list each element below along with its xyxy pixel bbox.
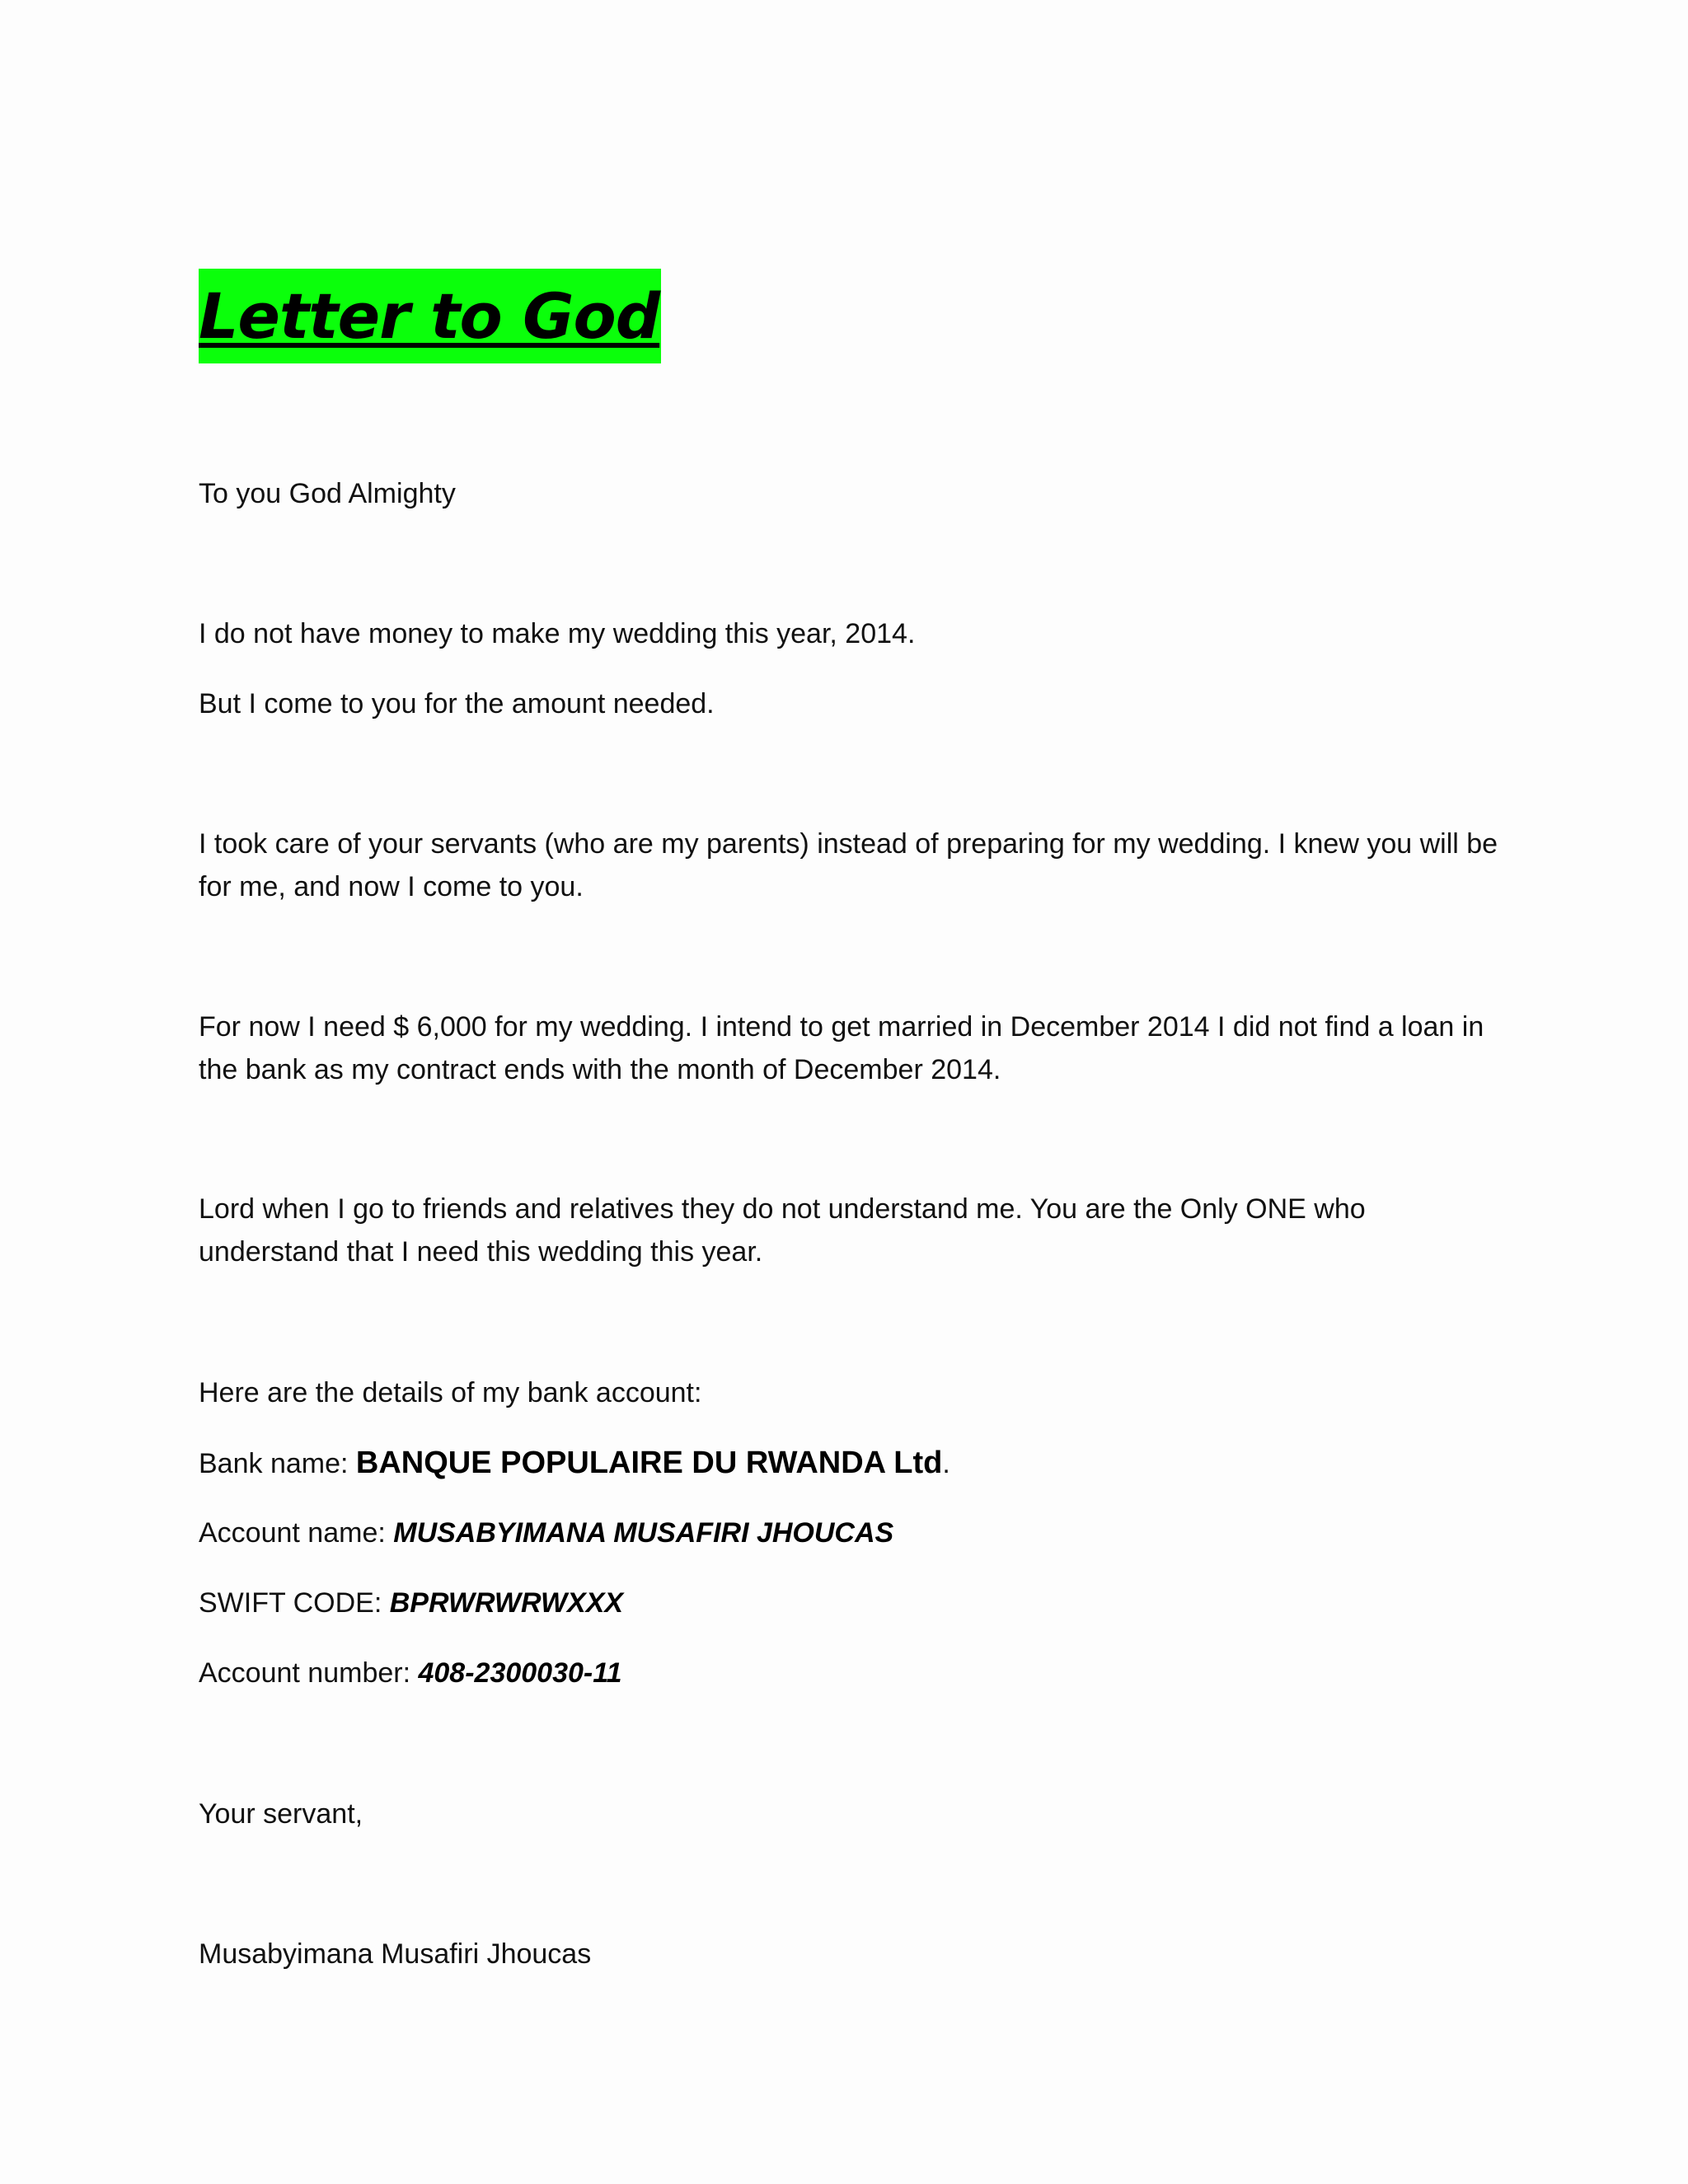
paragraph-4: Lord when I go to friends and relatives they do not understand me. You are the Only ONE who understand that I need this wedding this year. <box>199 1193 1366 1268</box>
account-number-line <box>199 1652 622 1694</box>
swift-code-value: BPRWRWRWXXX <box>389 1587 624 1619</box>
bank-intro: Here are the details of my bank account: <box>199 1377 702 1408</box>
title-highlight <box>199 269 661 363</box>
letter-title: Letter to God <box>199 279 660 353</box>
bank-name-line <box>199 1441 950 1485</box>
account-name-label: Account name: <box>199 1517 394 1549</box>
salutation: To you God Almighty <box>199 478 456 509</box>
bank-name-suffix: . <box>942 1448 950 1479</box>
paragraph-2: I took care of your servants (who are my parents) instead of preparing for my wedding. I knew you will be for me, and now I come to you. <box>199 828 1498 902</box>
account-number-value: 408-2300030-11 <box>418 1657 622 1689</box>
paragraph-3: For now I need $ 6,000 for my wedding. I intend to get married in December 2014 I did not find a loan in the bank as my contract ends with the month of December 2014. <box>199 1011 1484 1085</box>
account-name-value: MUSABYIMANA MUSAFIRI JHOUCAS <box>393 1517 894 1549</box>
closing: Your servant, <box>199 1798 363 1830</box>
swift-code-label: SWIFT CODE: <box>199 1587 390 1619</box>
paragraph-1-line-1: I do not have money to make my wedding this year, 2014. <box>199 618 916 649</box>
account-name-line <box>199 1511 893 1554</box>
swift-code-line <box>199 1582 623 1624</box>
account-number-label: Account number: <box>199 1657 419 1689</box>
bank-name-value: BANQUE POPULAIRE DU RWANDA Ltd <box>355 1446 943 1480</box>
paragraph-1-line-2: But I come to you for the amount needed. <box>199 688 715 719</box>
signature: Musabyimana Musafiri Jhoucas <box>199 1938 592 1970</box>
bank-name-label: Bank name: <box>199 1448 356 1479</box>
